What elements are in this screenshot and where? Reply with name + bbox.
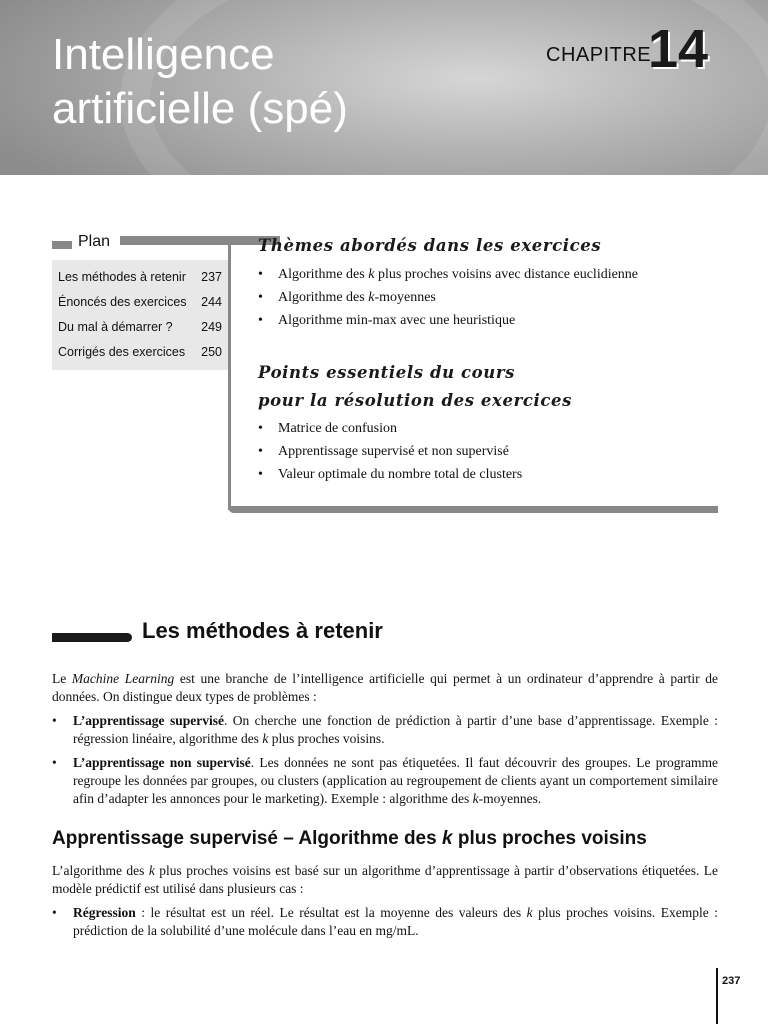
plan-header-bar-left [52, 241, 72, 249]
chapitre-label: CHAPITRE [546, 44, 652, 66]
plan-box [52, 233, 227, 370]
subsection-bullets [52, 904, 718, 946]
section-intro: Le Machine Learning est une branche de l’intelligence artificielle qui permet à un ordinateur d’apprendre à partir de données. On distingue deux types de problèmes : [52, 671, 718, 704]
plan-item-page: 244 [201, 295, 222, 309]
chapter-title-line-1: Intelligence [52, 30, 275, 79]
themes-heading: Thèmes abordés dans les exercices [258, 236, 602, 255]
subsection-title: Apprentissage supervisé – Algorithme des k plus proches voisins [52, 828, 647, 849]
chapter-title [52, 28, 348, 136]
plan-item-label: Du mal à démarrer ? [58, 320, 173, 334]
subsection-bullet-item: • Régression : le résultat est un réel. Le résultat est la moyenne des valeurs des k plus proches voisins. Exemple : prédiction de la solubilité d’une molécule dans l’eau en mg/mL. [52, 904, 718, 940]
themes-item: • Algorithme des k-moyennes [258, 286, 638, 309]
panel-bottom-rule [228, 506, 718, 513]
plan-label: Plan [78, 233, 111, 250]
section-bullet-item: • L’apprentissage supervisé. On cherche une fonction de prédiction à partir d’une base d’apprentissage. Exemple : régression linéaire, algorithme des k plus proches voisins. [52, 712, 718, 748]
plan-item[interactable] [52, 289, 228, 314]
page-number-rule [716, 968, 718, 1024]
essentials-item: • Valeur optimale du nombre total de clusters [258, 463, 522, 486]
section-bullets [52, 712, 718, 814]
subsection-paragraph: L’algorithme des k plus proches voisins est basé sur un algorithme d’apprentissage à partir d’observations étiquetées. Le modèle prédictif est utilisé dans plusieurs cas : [52, 863, 719, 896]
themes-item: • Algorithme des k plus proches voisins avec distance euclidienne [258, 263, 638, 286]
panel-vertical-rule [228, 236, 231, 510]
plan-item[interactable] [52, 314, 228, 339]
essentials-heading-line-2: pour la résolution des exercices [258, 391, 573, 410]
chapitre-number: 14 [648, 19, 709, 79]
plan-item[interactable] [52, 339, 228, 364]
chapter-title-line-2: artificielle (spé) [52, 84, 348, 133]
plan-item-page: 237 [201, 270, 222, 284]
essentials-heading-line-1: Points essentiels du cours [258, 363, 516, 382]
section-title-bar [52, 633, 132, 642]
themes-list [258, 263, 638, 332]
plan-item-label: Les méthodes à retenir [58, 270, 186, 284]
plan-list [52, 260, 228, 370]
section-bullet-item: • L’apprentissage non supervisé. Les données ne sont pas étiquetées. Il faut découvrir des groupes. Le programme regroupe les données par groupes, ou clusters (application au regroupement de clients ayant un comportement similaire afin d’adapter les annonces pour le marketing). Exemple : algorithme des k-moyennes. [52, 754, 718, 808]
plan-item-label: Corrigés des exercices [58, 345, 186, 359]
plan-header [52, 233, 227, 254]
chapter-header [0, 0, 768, 175]
plan-item-page: 249 [201, 320, 222, 334]
plan-item-page: 250 [201, 345, 222, 359]
essentials-list [258, 417, 522, 486]
essentials-item: • Apprentissage supervisé et non supervisé [258, 440, 522, 463]
themes-panel [228, 236, 718, 514]
essentials-item: • Matrice de confusion [258, 417, 522, 440]
page-number: 237 [722, 975, 741, 987]
section-title: Les méthodes à retenir [142, 618, 383, 643]
plan-item[interactable] [52, 264, 228, 289]
plan-item-label: Énoncés des exercices [58, 295, 187, 309]
themes-item: • Algorithme min-max avec une heuristique [258, 309, 638, 332]
